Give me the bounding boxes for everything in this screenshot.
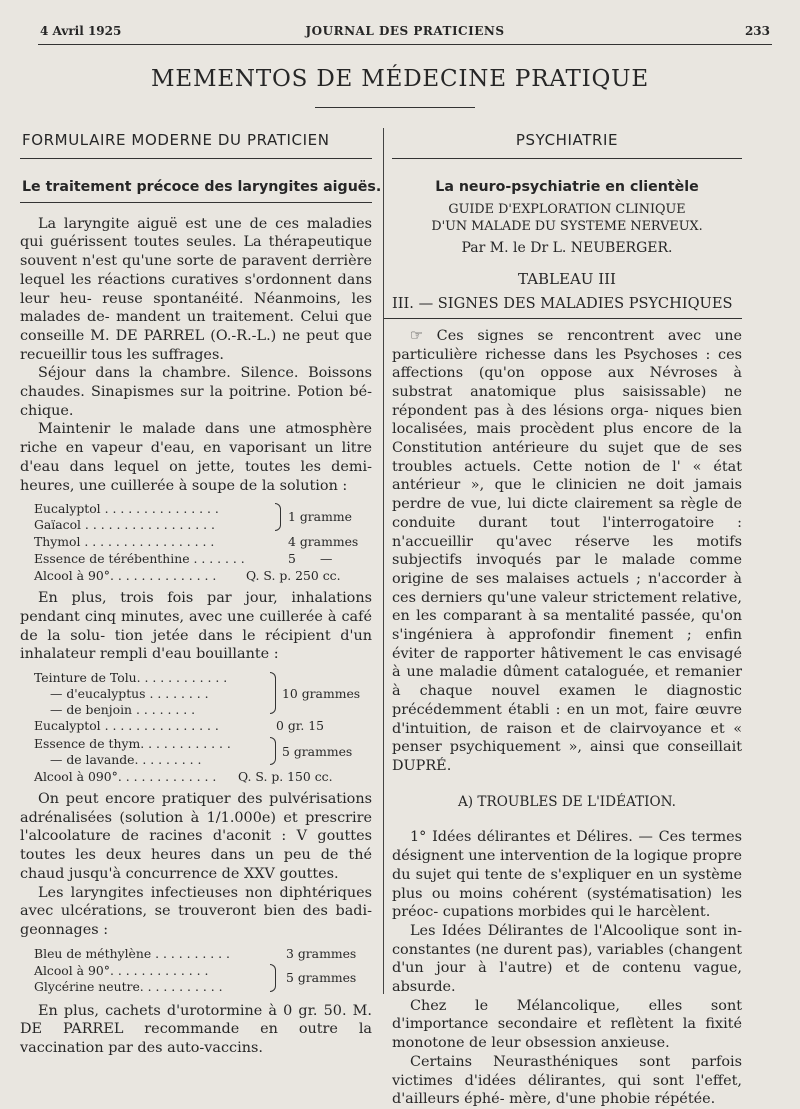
brace <box>270 672 276 714</box>
formula-line: Gaïacol . . . . . . . . . . . . . . . . . <box>34 517 215 533</box>
formula-line: Alcool à 90°. . . . . . . . . . . . . <box>34 962 209 978</box>
paragraph: Chez le Mélancolique, elles sont d'importance secondaire et reflètent la fixité monotone de leur obsession anxieuse. <box>392 997 742 1052</box>
formula-badigeonnage: Bleu de méthylène . . . . . . . . . . Alcool à 90°. . . . . . . . . . . . . Glycérine neutre. . . . . . . . . . . 3 grammes 5 grammes <box>34 945 357 994</box>
formula-line: — de benjoin . . . . . . . . <box>50 702 196 718</box>
formula-line: Alcool à 090°. . . . . . . . . . . . . <box>34 769 217 785</box>
subsection-heading: A) TROUBLES DE L'IDÉATION. <box>457 793 677 810</box>
right-column <box>392 130 742 1109</box>
formula-line: — de lavande. . . . . . . . . <box>50 752 202 768</box>
table-heading: TABLEAU III <box>518 270 616 289</box>
section-heading: III. — SIGNES DES MALADIES PSYCHIQUES <box>392 295 733 313</box>
left-heading-rule <box>20 158 372 159</box>
paragraph: Certains Neurasthéniques sont parfois victimes d'idées délirantes, qui sont l'effet, d'ailleurs éphé- mère, d'une phobie répétée. <box>392 1053 742 1108</box>
formula-inhalation: Teinture de Tolu. . . . . . . . . . . . — d'eucalyptus . . . . . . . . — de benjoin . . . . . . . . Eucalyptol . . . . . . . . . . . . . . . Essence de thym. . . . . . . . . . . . — de lavande. . . . . . . . . Alcool à 090°. . . . . . . . . . . . . 10 grammes 0 gr. 15 5 grammes Q. S. p. 150 cc. <box>34 670 361 785</box>
formula-line: Bleu de méthylène . . . . . . . . . . <box>34 945 230 961</box>
paragraph: Maintenir le malade dans une atmosphère riche en vapeur d'eau, en vaporisant un litre d'eau dans lequel on jette, toutes les demi-heures, une cuillerée à soupe de la solution : <box>20 421 372 494</box>
brace <box>275 503 281 531</box>
left-section-heading: FORMULAIRE MODERNE DU PRATICIEN <box>22 131 330 149</box>
formula-line: Eucalyptol . . . . . . . . . . . . . . . <box>34 501 219 517</box>
title-rule <box>315 107 475 108</box>
left-column <box>20 130 382 1058</box>
article-subtitle: D'UN MALADE DU SYSTEME NERVEUX. <box>431 218 703 234</box>
brace <box>270 737 276 765</box>
paragraph: Les laryngites infectieuses non diphtériques avec ulcérations, se trouveront bien des badi- geonnages : <box>20 884 372 938</box>
paragraph: ☞ Ces signes se rencontrent avec une particulière richesse dans les Psychoses : ces affections (qu'on oppose aux Névroses à substrat anatomique plus saisissable) ne répondent pas à des lésions orga- niques bien localisées, mais procèdent plus encore de la Constitution antérieure du sujet que de ses troubles actuels. Cette notion de l' « état antérieur », que le clinicien ne doit jamais perdre de vue, lui dicte clairement sa règle de conduite durant tout l'interrogatoire : n'accueillir qu'avec réserve les motifs subjectifs invoqués par le malade comme origine de ses malaises actuels ; n'accorder à ces derniers qu'une valeur strictement relative, en les comparant à sa mentalité passée, qu'on s'ingéniera à approfondir finement ; enfin éviter de rapporter hâtivement le cas envisagé à une maladie dûment cataloguée, et remanier à chaque nouvel examen le diagnostic précédemment établi : en un mot, faire œuvre d'intuition, de raison et de clairvoyance et « penser psychiquement », ainsi que conseillait DUPRÉ. <box>392 327 743 774</box>
brace <box>270 964 276 992</box>
section-rule <box>384 318 742 319</box>
paragraph: La laryngite aiguë est une de ces maladies qui guérissent toutes seules. La thérapeutique souvent n'est qu'une sorte de paravent derrière lequel les réactions curatives s'ordonnent dans leur heu- reuse spontanéité. Néanmoins, les malades de- mandent un traitement. Celui que conseille M. DE PARREL (O.-R.-L.) ne peut que recueillir tous les suffrages. <box>20 215 373 363</box>
formula-line: Eucalyptol . . . . . . . . . . . . . . . <box>34 718 219 734</box>
running-header <box>40 24 770 42</box>
paragraph: On peut encore pratiquer des pulvérisations adrénalisées (solution à 1/1.000e) et prescrire l'alcoolature de racines d'aconit : V gouttes toutes les deux heures dans un peu de thé chaud jusqu'à concurrence de XXV gouttes. <box>20 791 372 882</box>
header-rule <box>38 44 772 45</box>
formula-line: Teinture de Tolu. . . . . . . . . . . . <box>34 670 228 686</box>
left-title-rule <box>20 202 372 203</box>
formula-line: Glycérine neutre. . . . . . . . . . . <box>34 978 223 994</box>
paragraph: 1° Idées délirantes et Délires. — Ces termes désignent une intervention de la logique propre du sujet qui tente de s'expliquer en un système plus ou moins cohérent (systématisation) les préoc- cupations morbides qui le harcèlent. <box>392 829 742 921</box>
paragraph: Séjour dans la chambre. Silence. Boissons chaudes. Sinapismes sur la poitrine. Potion bé- chique. <box>20 365 372 419</box>
left-article-title: Le traitement précoce des laryngites aiguës. <box>22 179 382 195</box>
right-heading-rule <box>392 158 742 159</box>
page-number: 233 <box>744 24 770 38</box>
formula-line: Essence de térébenthine . . . . . . . <box>34 551 245 567</box>
column-divider <box>383 128 384 994</box>
paragraph: Les Idées Délirantes de l'Alcoolique sont in- constantes (ne durent pas), variables (changent d'un jour à l'autre) et de contenu vague, absurde. <box>392 922 742 996</box>
formula-line: Alcool à 90°. . . . . . . . . . . . . . <box>34 568 217 584</box>
formula-solution: Eucalyptol . . . . . . . . . . . . . . . Gaïacol . . . . . . . . . . . . . . . . . Thymol . . . . . . . . . . . . . . . . . Essence de térébenthine . . . . . . . Alcool à 90°. . . . . . . . . . . . . . 1 gramme 4 grammes 5 — Q. S. p. 250 cc. <box>34 501 359 584</box>
formula-line: — d'eucalyptus . . . . . . . . <box>50 686 209 702</box>
paragraph: En plus, trois fois par jour, inhalations pendant cinq minutes, avec une cuillerée à café de la solu- tion jetée dans le récipient d'un inhalateur rempli d'eau bouillante : <box>20 590 372 663</box>
paragraph: En plus, cachets d'urotormine à 0 gr. 50. M. DE PARREL recommande en outre la vaccination par des auto-vaccins. <box>20 1002 372 1057</box>
right-article-title: La neuro-psychiatrie en clientèle <box>435 179 699 195</box>
page-title: MEMENTOS DE MÉDECINE PRATIQUE <box>151 66 649 92</box>
formula-line: Thymol . . . . . . . . . . . . . . . . . <box>34 534 215 550</box>
article-subtitle: GUIDE D'EXPLORATION CLINIQUE <box>448 201 686 217</box>
right-section-heading: PSYCHIATRIE <box>515 131 619 149</box>
issue-date: 4 Avril 1925 <box>40 24 122 38</box>
journal-name: JOURNAL DES PRATICIENS <box>305 24 505 38</box>
formula-line: Essence de thym. . . . . . . . . . . . <box>34 736 231 752</box>
article-author: Par M. le Dr L. NEUBERGER. <box>461 239 673 256</box>
